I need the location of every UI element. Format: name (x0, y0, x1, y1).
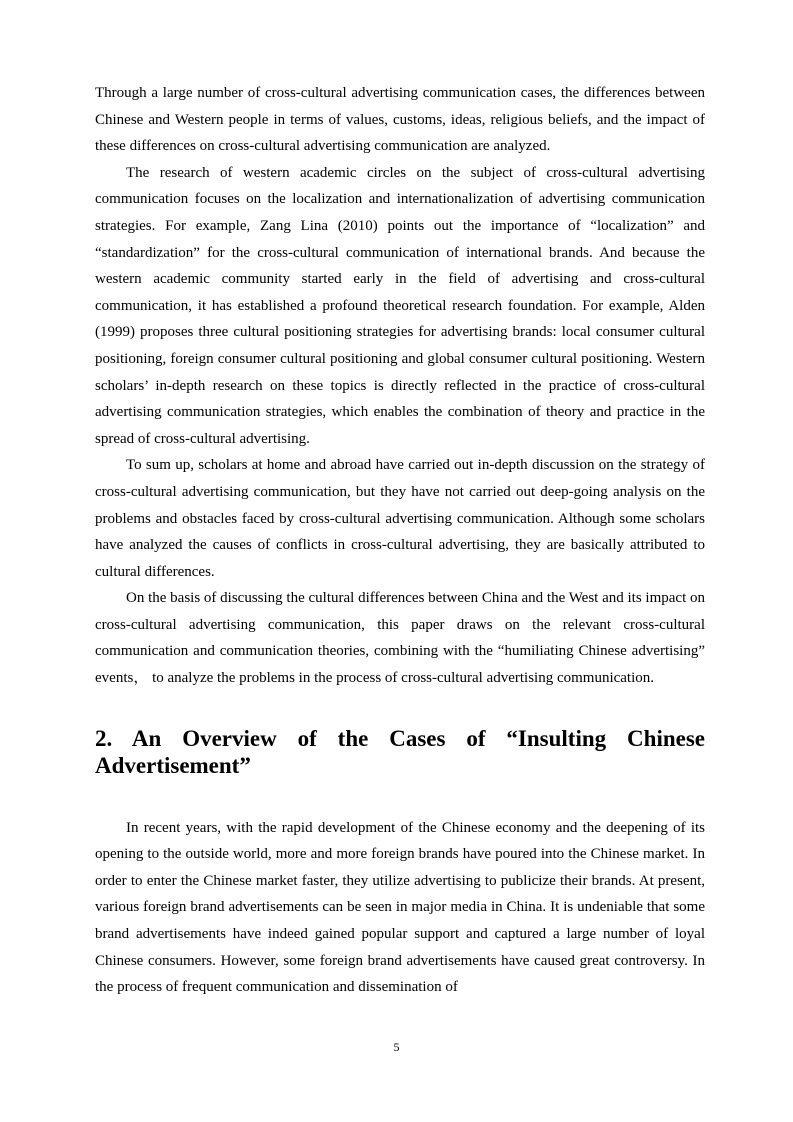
heading-spacer (95, 779, 705, 815)
paragraph-3: To sum up, scholars at home and abroad have carried out in-depth discussion on the strategy of cross-cultural advertising communication, but they have not carried out deep-going analysis on the problems and obstacles faced by cross-cultural advertising communication. Although some scholars have analyzed the causes of conflicts in cross-cultural advertising, they are basically attributed to cultural differences. (95, 457, 705, 580)
paragraph-1: Through a large number of cross-cultural advertising communication cases, the differences between Chinese and Western people in terms of values, customs, ideas, religious beliefs, and the impact of these differences on cross-cultural advertising communication are analyzed. (95, 85, 705, 155)
section-heading: 2. An Overview of the Cases of “Insulting Chinese Advertisement” (95, 725, 705, 778)
paragraph-2: The research of western academic circles on the subject of cross-cultural advertising communication focuses on the localization and internationalization of advertising communication strategies. For example, Zang Lina (2010) points out the importance of “localization” and “standardization” for the cross-cultural communication of international brands. And because the western academic community started early in the field of advertising and cross-cultural communication, it has established a profound theoretical research foundation. For example, Alden (1999) proposes three cultural positioning strategies for advertising brands: local consumer cultural positioning, foreign consumer cultural positioning and global consumer cultural positioning. Western scholars’ in-depth research on these topics is directly reflected in the practice of cross-cultural advertising communication strategies, which enables the combination of theory and practice in the spread of cross-cultural advertising. (95, 164, 705, 447)
page-body (95, 80, 705, 1001)
paragraph-4: On the basis of discussing the cultural differences between China and the West and its impact on cross-cultural advertising communication, this paper draws on the relevant cross-cultural communication and communication theories, combining with the “humiliating Chinese advertising” events， to analyze the problems in the process of cross-cultural advertising communication. (95, 590, 705, 687)
paragraph-5: In recent years, with the rapid development of the Chinese economy and the deepening of its opening to the outside world, more and more foreign brands have poured into the Chinese market. In order to enter the Chinese market faster, they utilize advertising to publicize their brands. At present, various foreign brand advertisements can be seen in major media in China. It is undeniable that some brand advertisements have indeed gained popular support and captured a large number of loyal Chinese consumers. However, some foreign brand advertisements have caused great controversy. In the process of frequent communication and dissemination of (95, 819, 705, 996)
page-number: 5 (393, 1040, 400, 1054)
